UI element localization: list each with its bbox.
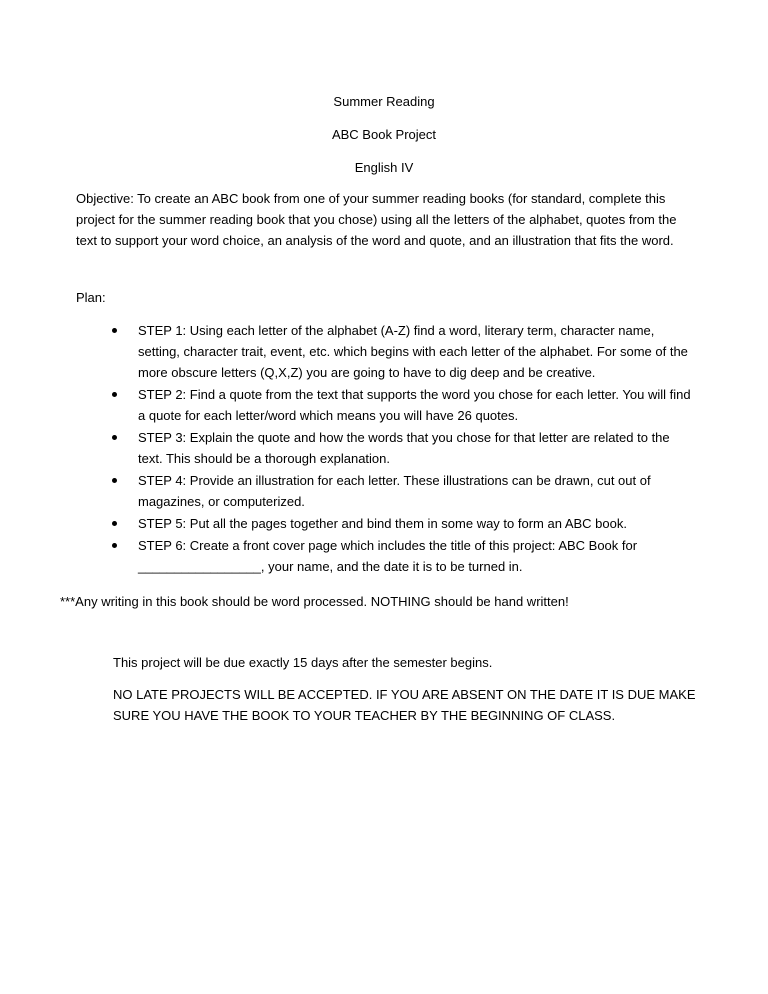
bullet-icon <box>112 478 117 483</box>
list-item <box>112 470 692 512</box>
list-item <box>112 427 692 469</box>
doc-course: English IV <box>354 160 414 175</box>
doc-subtitle: ABC Book Project <box>331 127 437 142</box>
bullet-icon <box>112 435 117 440</box>
objective-paragraph: Objective: To create an ABC book from one of your summer reading books (for standard, complete this project for the summer reading book that you chose) using all the letters of the alphabet, quotes from the text to support your word choice, an analysis of the word and quote, and an illustration that fits the word. <box>76 191 677 248</box>
list-item <box>112 320 692 383</box>
bullet-icon <box>112 521 117 526</box>
warning-paragraph: NO LATE PROJECTS WILL BE ACCEPTED. IF YOU ARE ABSENT ON THE DATE IT IS DUE MAKE SURE YOU HAVE THE BOOK TO YOUR TEACHER BY THE BEGINNING OF CLASS. <box>113 687 696 723</box>
list-item <box>112 535 692 577</box>
list-item <box>112 513 692 534</box>
bullet-icon <box>112 543 117 548</box>
step-text: STEP 2: Find a quote from the text that supports the word you chose for each letter. You will find a quote for each letter/word which means you will have 26 quotes. <box>138 387 691 423</box>
step-text: STEP 4: Provide an illustration for each letter. These illustrations can be drawn, cut out of magazines, or computerized. <box>138 473 651 509</box>
bullet-icon <box>112 392 117 397</box>
steps-list <box>112 320 692 578</box>
note-paragraph: ***Any writing in this book should be word processed. NOTHING should be hand written! <box>60 594 569 609</box>
step-text: STEP 3: Explain the quote and how the words that you chose for that letter are related to the text. This should be a thorough explanation. <box>138 430 670 466</box>
doc-title: Summer Reading <box>333 94 435 109</box>
list-item <box>112 384 692 426</box>
due-paragraph: This project will be due exactly 15 days after the semester begins. <box>113 655 493 670</box>
step-text: STEP 5: Put all the pages together and bind them in some way to form an ABC book. <box>138 516 627 531</box>
step-text: STEP 6: Create a front cover page which includes the title of this project: ABC Book for _________________, your name, and the date it is to be turned in. <box>138 538 638 574</box>
step-text: STEP 1: Using each letter of the alphabet (A-Z) find a word, literary term, character name, setting, character trait, event, etc. which begins with each letter of the alphabet. For some of the more obscure letters (Q,X,Z) you are going to have to dig deep and be creative. <box>138 323 688 380</box>
bullet-icon <box>112 328 117 333</box>
plan-label: Plan: <box>76 290 106 305</box>
